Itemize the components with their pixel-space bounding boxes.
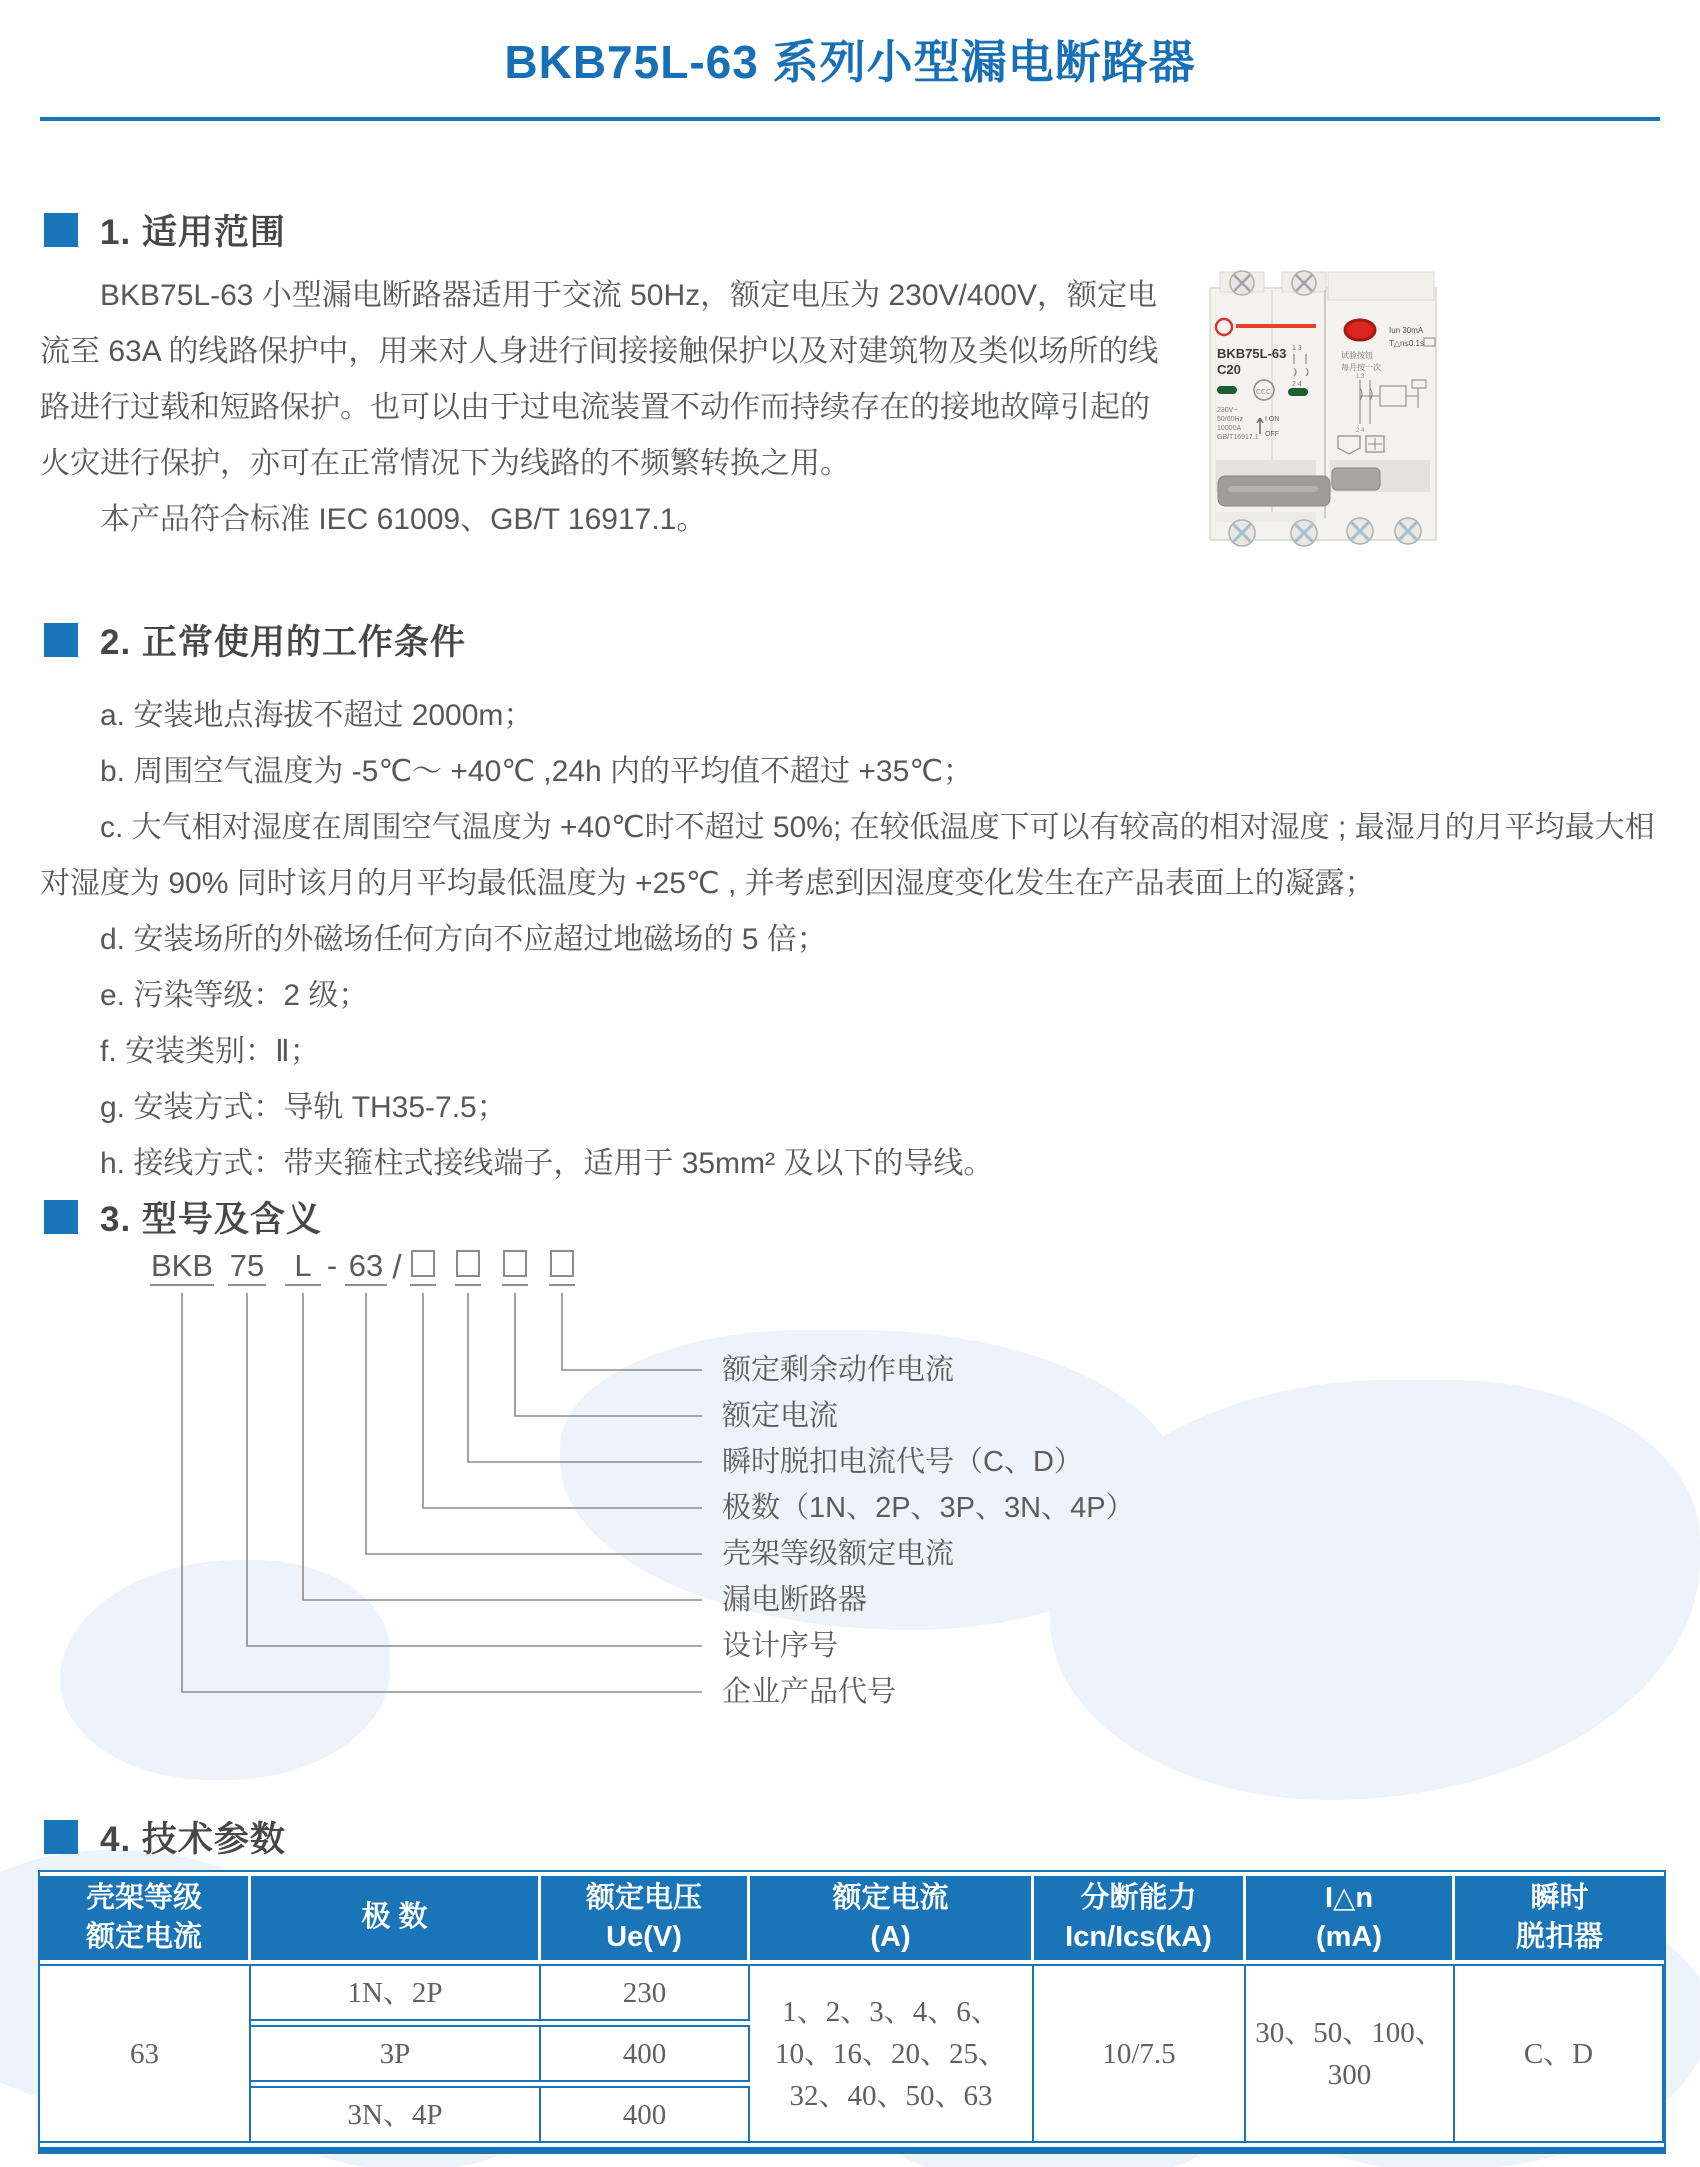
device-volt-text: 230V~ <box>1217 407 1238 414</box>
section4-heading <box>44 1812 286 1862</box>
section1-heading <box>44 205 286 255</box>
test-label-1: 试验按钮 <box>1341 351 1373 360</box>
screw-icon <box>1395 518 1421 544</box>
device-on-text: I ON <box>1265 416 1280 423</box>
test-button <box>1345 320 1375 340</box>
condition-item-d: d. 安装场所的外磁场任何方向不应超过地磁场的 5 倍； <box>100 923 827 956</box>
screw-icon <box>1230 271 1254 295</box>
cell-rated-current: 1、2、3、4、6、 10、16、20、25、 32、40、50、63 <box>750 1964 1034 2143</box>
condition-item-h: h. 接线方式：带夹箍柱式接线端子，适用于 35mm² 及以下的导线。 <box>100 1147 994 1180</box>
device-model-text: BKB75L-63 <box>1217 346 1287 361</box>
page-title: BKB75L-63 系列小型漏电断路器 <box>504 36 1196 88</box>
model-designation-diagram <box>0 1238 1700 1738</box>
model-label-trip-code: 瞬时脱扣电流代号（C、D） <box>722 1446 1083 1478</box>
test-label-2: 每月按一次 <box>1341 363 1381 372</box>
condition-item-g: g. 安装方式：导轨 TH35-7.5； <box>100 1091 507 1124</box>
model-label-company-code: 企业产品代号 <box>722 1676 897 1708</box>
model-slash: / <box>392 1248 402 1285</box>
condition-item-e: e. 污染等级：2 级； <box>100 979 369 1012</box>
operating-conditions-list <box>40 688 1662 1192</box>
model-dash: - <box>326 1248 338 1283</box>
model-part-63: 63 <box>348 1248 384 1283</box>
toggle-handle-right <box>1332 468 1380 490</box>
table-header-row <box>40 1876 1664 1960</box>
section-bullet-square <box>44 213 78 247</box>
model-label-residual-current: 额定剩余动作电流 <box>722 1354 955 1386</box>
device-curve-text: C20 <box>1217 362 1241 377</box>
device-amp-text: 10000A <box>1217 425 1242 432</box>
model-part-l: L <box>294 1248 312 1283</box>
model-label-frame-current: 壳架等级额定电流 <box>722 1538 955 1570</box>
cell-frame-current: 63 <box>40 1964 251 2143</box>
pole-numbers-bottom: 2 4 <box>1292 381 1302 388</box>
technical-parameters-table <box>38 1870 1666 2154</box>
model-placeholder-box <box>412 1251 434 1276</box>
title-divider <box>40 117 1660 121</box>
section3-heading <box>44 1192 322 1242</box>
fanout-connectors <box>182 1293 702 1692</box>
condition-item-f: f. 安装类别：Ⅱ； <box>100 1035 320 1068</box>
col-header-idn: I△n (mA) <box>1246 1876 1455 1960</box>
circuit-breaker-illustration <box>1208 268 1448 560</box>
section2-heading <box>44 615 466 665</box>
col-header-breaking-capacity: 分断能力 Icn/Ics(kA) <box>1034 1876 1246 1960</box>
red-stripe <box>1236 324 1316 328</box>
condition-item-b: b. 周围空气温度为 -5℃～ +40℃ ,24h 内的平均值不超过 +35℃； <box>100 755 973 788</box>
condition-item-c: c. 大气相对湿度在周围空气温度为 +40℃时不超过 50%; 在较低温度下可以有较高的相对湿度 ; 最湿月的月平均最大相对湿度为 90% 同时该月的月平均最低温度为 +25℃ , 并考虑到因湿度变化发生在产品表面上的凝露； <box>40 811 1655 900</box>
cell-voltage: 230 <box>541 1964 750 2021</box>
model-placeholder-box <box>551 1251 573 1276</box>
section1-heading-text: 1. 适用范围 <box>100 213 286 252</box>
idn-rating-text: Iun 30mA <box>1389 326 1424 335</box>
handle-ridge <box>1228 486 1318 492</box>
model-label-rated-current: 额定电流 <box>722 1400 839 1432</box>
screw-icon <box>1347 518 1373 544</box>
diagram-pole-bottom: 2 4 <box>1356 428 1365 434</box>
cell-voltage: 400 <box>541 2025 750 2082</box>
breaker-top-panel <box>1328 272 1434 300</box>
model-placeholder-box <box>457 1251 479 1276</box>
table-row <box>40 1964 1664 2021</box>
model-label-rcbo: 漏电断路器 <box>722 1584 868 1616</box>
section-bullet-square <box>44 623 78 657</box>
scope-paragraph: BKB75L-63 小型漏电断路器适用于交流 50Hz，额定电压为 230V/400V，额定电流至 63A 的线路保护中，用来对人身进行间接接触保护以及对建筑物及类似场所的线路进行过载和短路保护。也可以由于过电流装置不动作而持续存在的接地故障引起的火灾进行保护，亦可在正常情况下为线路的不频繁转换之用。 <box>40 279 1159 480</box>
model-label-design-serial: 设计序号 <box>722 1630 839 1662</box>
col-header-instantaneous-trip: 瞬时 脱扣器 <box>1455 1876 1664 1960</box>
section4-heading-text: 4. 技术参数 <box>100 1820 286 1859</box>
section3-heading-text: 3. 型号及含义 <box>100 1200 322 1239</box>
screw-icon <box>1291 520 1317 546</box>
diagram-pole-top: 1 3 <box>1356 374 1365 380</box>
model-placeholder-box <box>504 1251 526 1276</box>
section2-heading-text: 2. 正常使用的工作条件 <box>100 623 466 662</box>
cell-breaking-capacity: 10/7.5 <box>1034 1964 1246 2143</box>
cell-idn: 30、50、100、 300 <box>1246 1964 1455 2143</box>
section1-body <box>40 268 1660 562</box>
status-indicator <box>1217 386 1237 394</box>
section-bullet-square <box>44 1820 78 1854</box>
cell-poles: 1N、2P <box>251 1964 541 2021</box>
col-header-frame-current: 壳架等级 额定电流 <box>40 1876 251 1960</box>
col-header-poles: 极 数 <box>251 1876 541 1960</box>
cell-poles: 3P <box>251 2025 541 2082</box>
section-bullet-square <box>44 1200 78 1234</box>
device-off-text: OFF <box>1265 431 1279 438</box>
ccc-mark-text: CCC <box>1256 389 1272 396</box>
product-photo <box>1160 268 1660 562</box>
status-indicator <box>1288 388 1308 396</box>
standards-paragraph: 本产品符合标准 IEC 61009、GB/T 16917.1。 <box>100 503 707 536</box>
model-part-bkb: BKB <box>150 1248 214 1283</box>
pole-numbers-top: 1 3 <box>1292 345 1302 352</box>
cell-voltage: 400 <box>541 2086 750 2143</box>
model-part-75: 75 <box>229 1248 265 1283</box>
cell-instantaneous-trip: C、D <box>1455 1964 1664 2143</box>
model-label-poles: 极数（1N、2P、3P、3N、4P） <box>722 1492 1135 1524</box>
condition-item-a: a. 安装地点海拔不超过 2000m； <box>100 699 534 732</box>
device-freq-text: 50/60Hz <box>1217 416 1244 423</box>
trip-time-text: T△n≤0.1s <box>1389 339 1424 348</box>
screw-icon <box>1292 271 1316 295</box>
device-std-text: GB/T16917.1 <box>1217 434 1259 441</box>
cell-poles: 3N、4P <box>251 2086 541 2143</box>
col-header-rated-current: 额定电流 (A) <box>750 1876 1034 1960</box>
screw-icon <box>1229 520 1255 546</box>
col-header-voltage: 额定电压 Ue(V) <box>541 1876 750 1960</box>
